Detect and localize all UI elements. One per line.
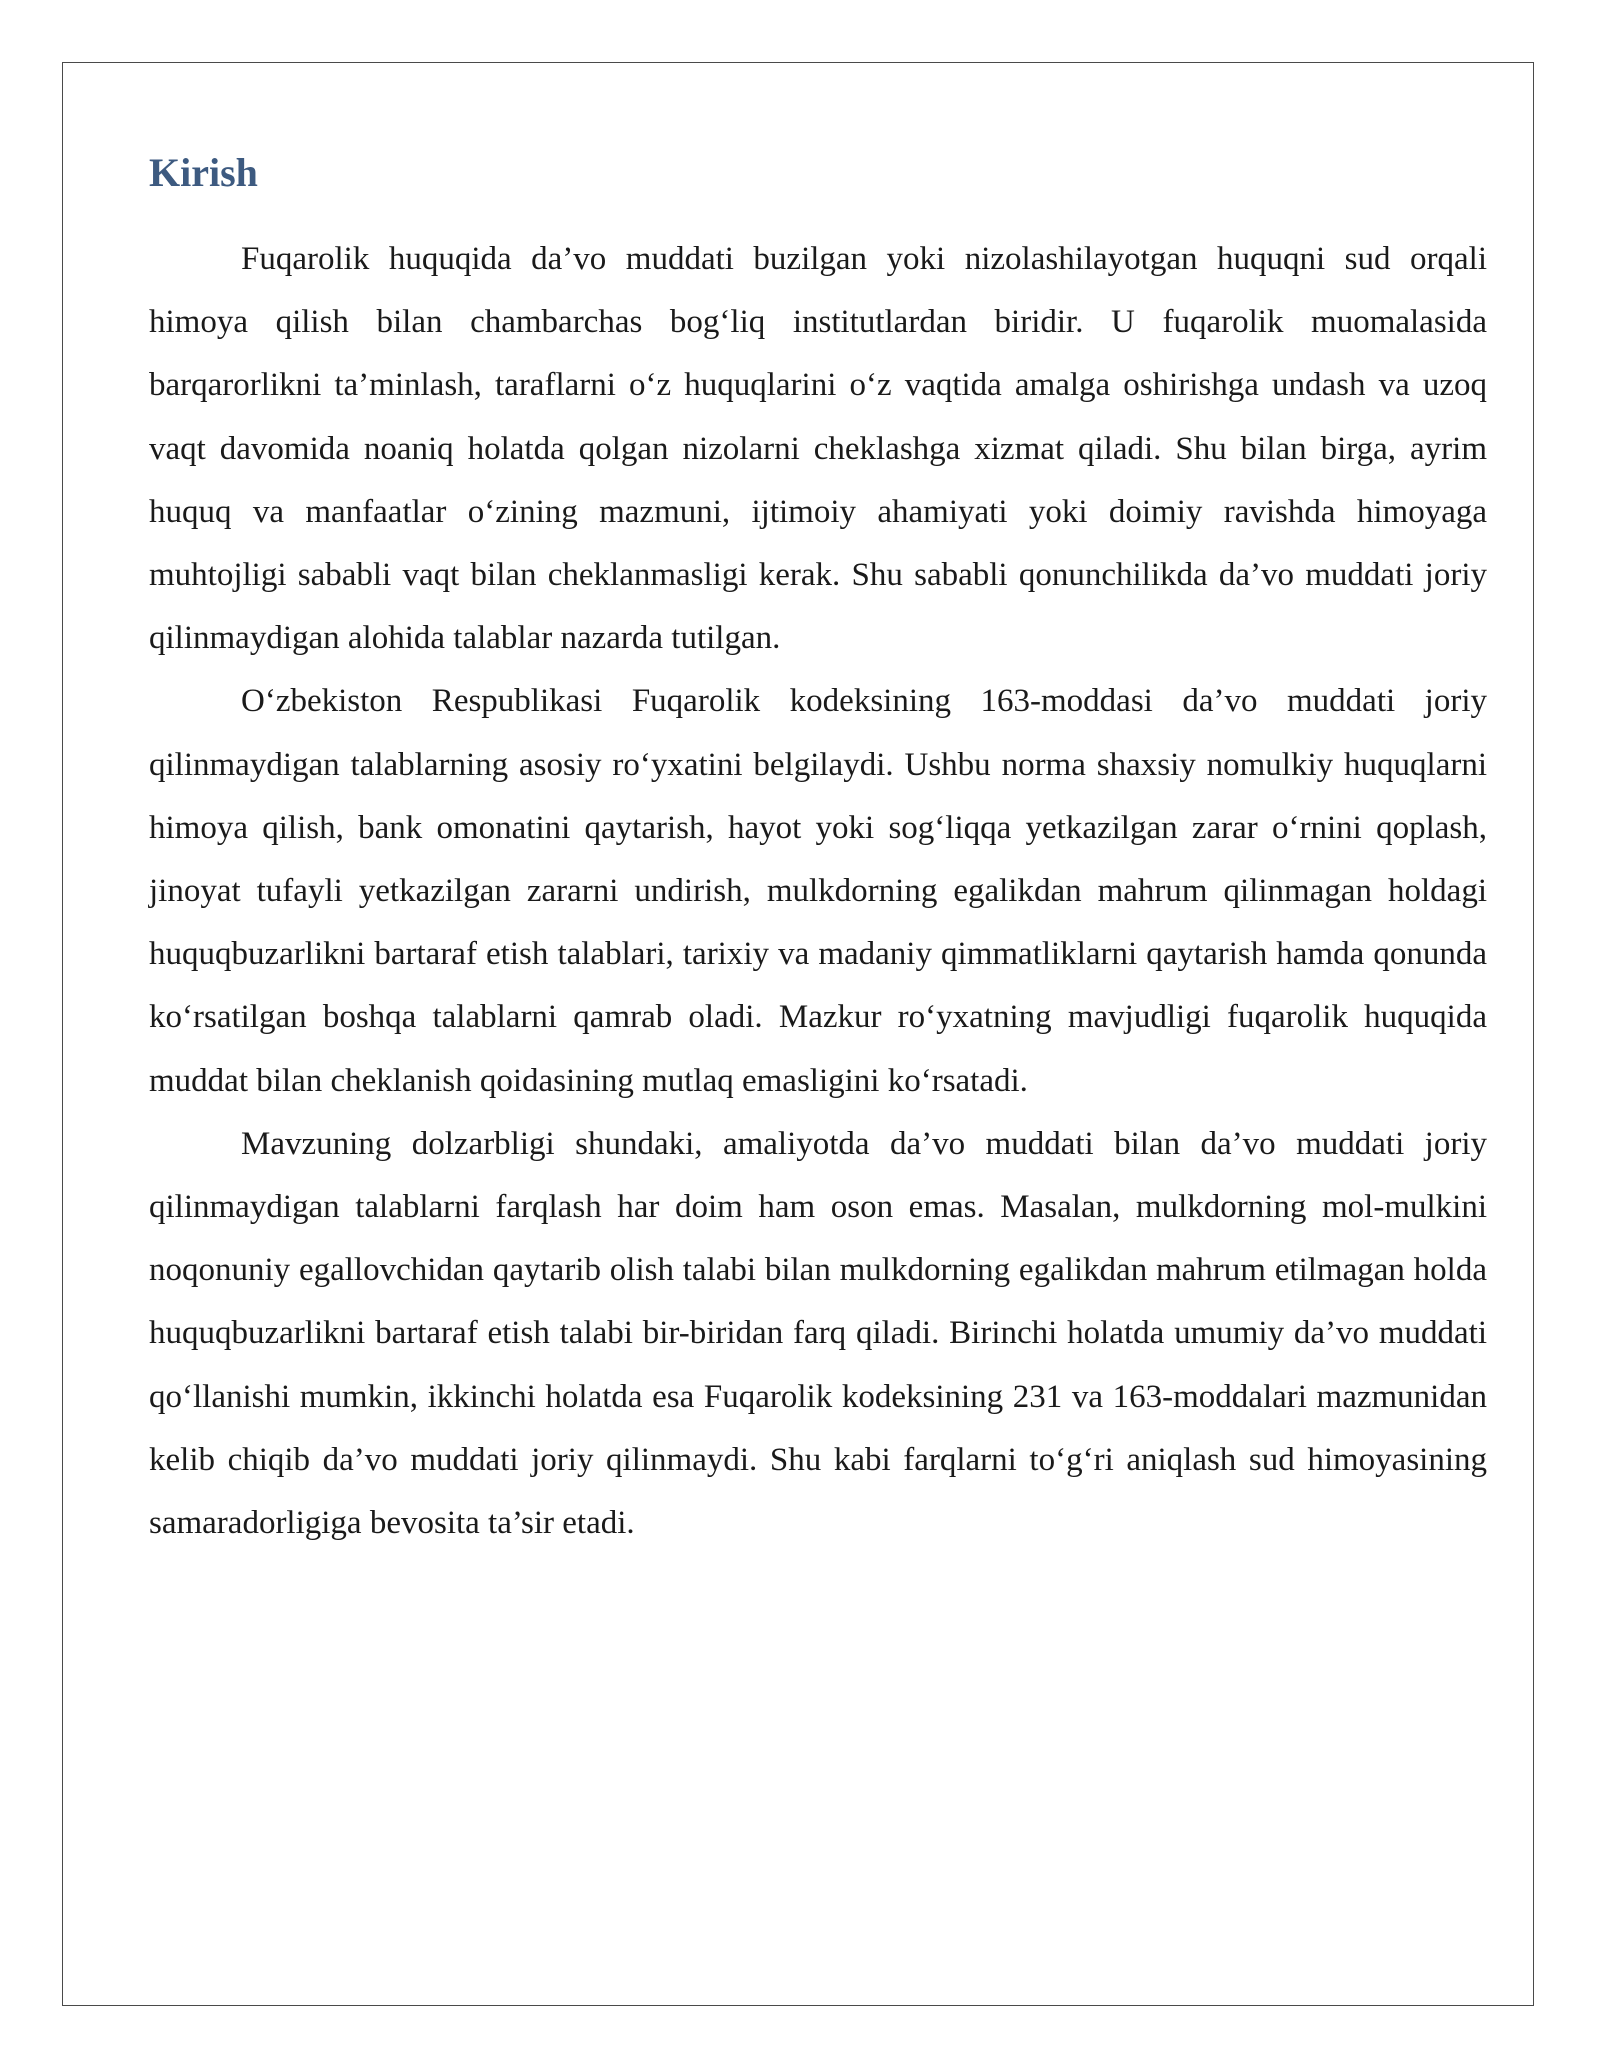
paragraph-relevance: Mavzuning dolzarbligi shundaki, amaliyotda da’vo muddati bilan da’vo muddati joriy qilinmaydigan talablarni farqlash har doim ham oson emas. Masalan, mulkdorning mol-mulkini noqonuniy egallovchidan qaytarib olish talabi bilan mulkdorning egalikdan mahrum etilmagan holda huquqbuzarlikni bartaraf etish talabi bir-biridan farq qiladi. Birinchi holatda umumiy da’vo muddati qo‘llanishi mumkin, ikkinchi holatda esa Fuqarolik kodeksining 231 va 163-moddalari mazmunidan kelib chiqib da’vo muddati joriy qilinmaydi. Shu kabi farqlarni to‘g‘ri aniqlash sud himoyasining samaradorligiga bevosita ta’sir etadi.	[149, 1125, 1487, 1542]
paragraph-article-163: O‘zbekiston Respublikasi Fuqarolik kodeksining 163-moddasi da’vo muddati joriy qilinmaydigan talablarning asosiy ro‘yxatini belgilaydi. Ushbu norma shaxsiy nomulkiy huquqlarni himoya qilish, bank omonatini qaytarish, hayot yoki sog‘liqqa yetkazilgan zarar o‘rnini qoplash, jinoyat tufayli yetkazilgan zararni undirish, mulkdorning egalikdan mahrum qilinmagan holdagi huquqbuzarlikni bartaraf etish talablari, tarixiy va madaniy qimmatliklarni qaytarish hamda qonunda ko‘rsatilgan boshqa talablarni qamrab oladi. Mazkur ro‘yxatning mavjudligi fuqarolik huquqida muddat bilan cheklanish qoidasining mutlaq emasligini ko‘rsatadi.	[149, 683, 1487, 1099]
section-heading: Kirish	[149, 150, 258, 195]
document-body	[149, 140, 1487, 1555]
paragraph-intro: Fuqarolik huquqida da’vo muddati buzilgan yoki nizolashilayotgan huquqni sud orqali himoya qilish bilan chambarchas bog‘liq institutlardan biridir. U fuqarolik muomalasida barqarorlikni ta’minlash, taraflarni o‘z huquqlarini o‘z vaqtida amalga oshirishga undash va uzoq vaqt davomida noaniq holatda qolgan nizolarni cheklashga xizmat qiladi. Shu bilan birga, ayrim huquq va manfaatlar o‘zining mazmuni, ijtimoiy ahamiyati yoki doimiy ravishda himoyaga muhtojligi sababli vaqt bilan cheklanmasligi kerak. Shu sababli qonunchilikda da’vo muddati joriy qilinmaydigan alohida talablar nazarda tutilgan.	[149, 241, 1487, 657]
